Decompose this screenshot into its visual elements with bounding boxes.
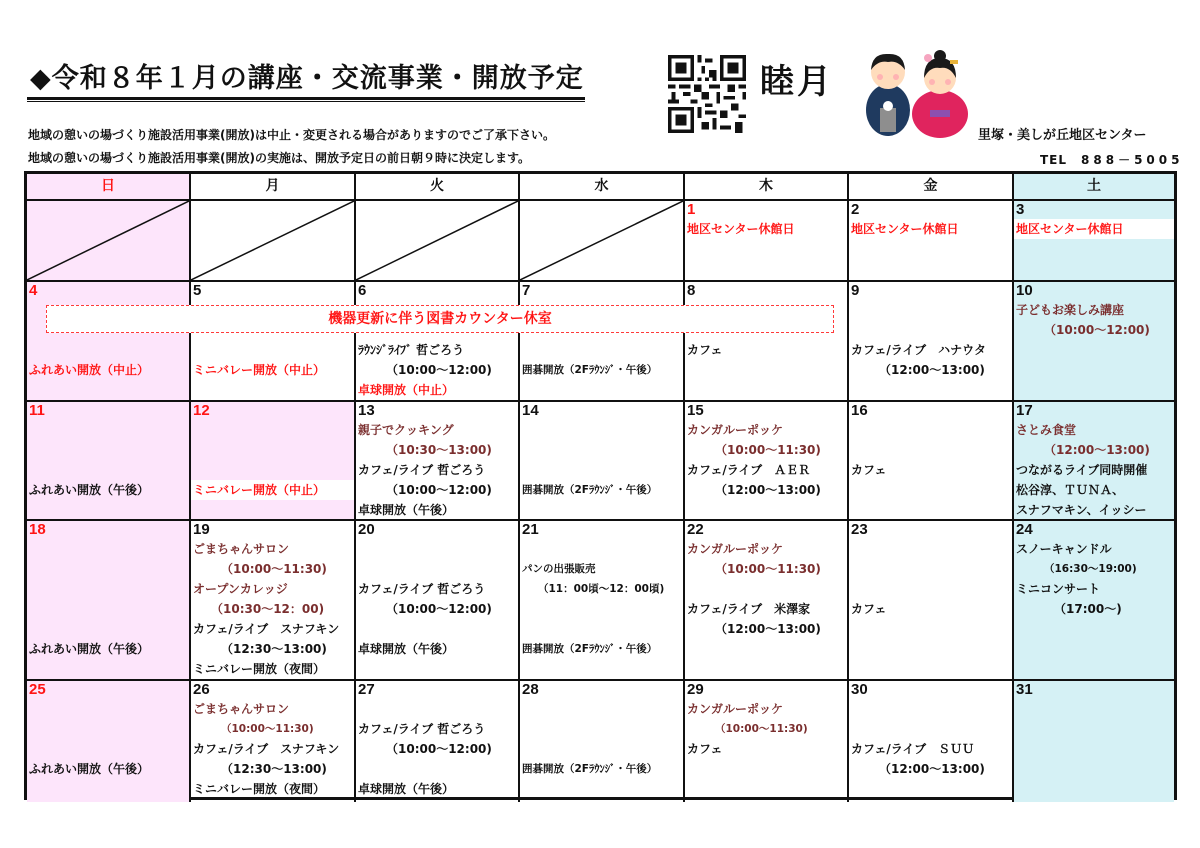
event-time: （10:30～13:00)	[386, 443, 492, 457]
event-time: （10:00～11:30)	[221, 723, 314, 735]
day-number: 18	[29, 521, 46, 538]
weekday-friday: 金	[849, 174, 1014, 201]
page-title: ◆令和８年１月の講座・交流事業・開放予定	[30, 63, 584, 94]
event-cafe: カフェ	[687, 343, 723, 357]
day-number: 2	[851, 201, 860, 218]
diagonal-slash-icon	[191, 201, 354, 280]
calendar-grid	[24, 171, 1177, 800]
event-cafe-live: カフェ/ライブ スナフキン	[193, 742, 340, 756]
event-minivolley: ミニバレー開放（中止）	[191, 480, 354, 500]
day-number: 30	[851, 681, 868, 698]
event-performers: スナフマキン、イッシー	[1016, 503, 1147, 517]
event-satomi-shokudo: さとみ食堂	[1016, 423, 1077, 437]
event-fureai: ふれあい開放（中止）	[29, 363, 150, 377]
title-underline-thin	[27, 101, 585, 102]
day-number: 16	[851, 402, 868, 419]
event-cafe-live: カフェ/ライブ ＳＵＵ	[851, 742, 975, 756]
day-cell-13	[356, 402, 520, 521]
day-cell-4	[27, 282, 191, 402]
day-cell-18	[27, 521, 191, 681]
weekday-sunday: 日	[27, 174, 191, 201]
day-number: 11	[29, 402, 45, 419]
event-go: 囲碁開放（2Fﾗｳﾝｼﾞ・午後）	[522, 643, 658, 655]
event-time: （12:00～13:00)	[715, 483, 821, 497]
event-cafe-live: カフェ/ライブ スナフキン	[193, 622, 340, 636]
empty-day-cell	[520, 201, 685, 282]
event-minivolley: ミニバレー開放（中止）	[193, 363, 326, 377]
weekday-wednesday: 水	[520, 174, 685, 201]
event-time: （10:00～12:00)	[1044, 323, 1150, 337]
event-time: （12:30～13:00)	[221, 642, 327, 656]
day-number: 22	[687, 521, 704, 538]
event-table-tennis: 卓球開放（午後）	[358, 642, 455, 656]
event-time: （12:00～13:00)	[1044, 443, 1150, 457]
event-cafe-live: カフェ/ライブ 哲ごろう	[358, 582, 486, 596]
day-cell-12	[191, 402, 356, 521]
event-time: （10:00～11:30)	[715, 723, 808, 735]
event-time: （12:00～13:00)	[715, 622, 821, 636]
day-cell-15	[685, 402, 849, 521]
day-cell-2	[849, 201, 1014, 282]
event-time: （10:30～12：00)	[211, 602, 325, 616]
weekday-tuesday: 火	[356, 174, 520, 201]
day-cell-25	[27, 681, 191, 802]
event-closed: 地区センター休館日	[1014, 219, 1174, 239]
event-time: （17:00～)	[1054, 602, 1122, 616]
day-number: 12	[193, 402, 210, 419]
event-cafe: カフェ	[851, 463, 887, 477]
kimono-couple-icon	[858, 48, 978, 140]
diagonal-slash-icon	[27, 201, 189, 280]
day-cell-14	[520, 402, 685, 521]
event-time: （10:00～11:30)	[221, 562, 327, 576]
weekday-saturday: 土	[1014, 174, 1174, 201]
day-number: 15	[687, 402, 704, 419]
event-fureai: ふれあい開放（午後）	[29, 642, 150, 656]
event-cafe-live: カフェ/ライブ ＡＥＲ	[687, 463, 811, 477]
day-cell-19	[191, 521, 356, 681]
day-number: 20	[358, 521, 375, 538]
event-table-tennis: 卓球開放（午後）	[358, 782, 455, 796]
event-closed: 地区センター休館日	[851, 222, 959, 236]
weekday-thursday: 木	[685, 174, 849, 201]
notice-cancellation: 地域の憩いの場づくり施設活用事業(開放)は中止・変更される場合がありますのでご了承下さい。	[28, 128, 555, 142]
event-time: （10:00～11:30)	[715, 443, 821, 457]
qr-code-icon[interactable]	[668, 55, 746, 133]
telephone	[1040, 151, 1183, 168]
day-number: 28	[522, 681, 539, 698]
day-number: 8	[687, 282, 696, 299]
event-cafe-live: カフェ/ライブ 米澤家	[687, 602, 811, 616]
event-kids-class: 子どもお楽しみ講座	[1016, 303, 1125, 317]
event-go: 囲碁開放（2Fﾗｳﾝｼﾞ・午後）	[522, 364, 658, 376]
event-kangaroo-pocket: カンガルーポッケ	[687, 423, 784, 437]
event-table-tennis: 卓球開放（中止）	[358, 383, 455, 397]
day-cell-28	[520, 681, 685, 802]
day-number: 4	[29, 282, 38, 299]
day-cell-16	[849, 402, 1014, 521]
day-cell-27	[356, 681, 520, 802]
day-number: 25	[29, 681, 46, 698]
event-time: （12:30～13:00)	[221, 762, 327, 776]
event-time: （12:00～13:00)	[879, 363, 985, 377]
day-cell-1	[685, 201, 849, 282]
day-number: 24	[1016, 521, 1033, 538]
day-number: 5	[193, 282, 202, 299]
event-time: （10:00～12:00)	[386, 483, 492, 497]
library-closure-banner: 機器更新に伴う図書カウンター休室	[46, 305, 834, 333]
day-cell-30	[849, 681, 1014, 802]
event-cafe-live: カフェ/ライブ 哲ごろう	[358, 722, 486, 736]
event-time: （11：00頃～12：00頃)	[538, 583, 665, 595]
day-cell-5	[191, 282, 356, 402]
day-number: 9	[851, 282, 860, 299]
diagonal-slash-icon	[520, 201, 683, 280]
day-cell-11	[27, 402, 191, 521]
day-number: 13	[358, 402, 375, 419]
event-open-college: オープンカレッジ	[193, 582, 288, 596]
day-number: 19	[193, 521, 210, 538]
event-time: （12:00～13:00)	[879, 762, 985, 776]
day-cell-22	[685, 521, 849, 681]
event-minivolley: ミニバレー開放（夜間）	[193, 662, 326, 676]
day-number: 7	[522, 282, 531, 299]
event-time: （16:30～19:00)	[1044, 563, 1137, 575]
empty-day-cell	[356, 201, 520, 282]
event-closed: 地区センター休館日	[687, 222, 795, 236]
day-number: 27	[358, 681, 375, 698]
day-cell-8	[685, 282, 849, 402]
event-cafe: カフェ	[687, 742, 723, 756]
day-cell-29	[685, 681, 849, 802]
event-time: （10:00～12:00)	[386, 742, 492, 756]
event-minivolley: ミニバレー開放（夜間）	[193, 782, 326, 796]
event-gomachan-salon: ごまちゃんサロン	[193, 702, 290, 716]
event-mini-concert: ミニコンサート	[1016, 582, 1101, 596]
day-number: 3	[1016, 201, 1025, 218]
event-cooking: 親子でクッキング	[358, 423, 454, 437]
event-time: （10:00～12:00)	[386, 363, 492, 377]
event-time: （10:00～11:30)	[715, 562, 821, 576]
event-fureai: ふれあい開放（午後）	[29, 762, 150, 776]
event-snow-candle: スノーキャンドル	[1016, 542, 1112, 556]
event-time: （10:00～12:00)	[386, 602, 492, 616]
day-cell-26	[191, 681, 356, 802]
event-gomachan-salon: ごまちゃんサロン	[193, 542, 290, 556]
event-performers: 松谷淳、ＴＵＮＡ、	[1016, 483, 1125, 497]
day-number: 1	[687, 201, 696, 218]
notice-decision-time: 地域の憩いの場づくり施設活用事業(開放)の実施は、開放予定日の前日朝９時に決定します。	[28, 151, 531, 165]
day-number: 26	[193, 681, 210, 698]
day-cell-24	[1014, 521, 1174, 681]
day-cell-31	[1014, 681, 1174, 802]
title-underline	[27, 97, 585, 100]
day-number: 10	[1016, 282, 1033, 299]
day-number: 23	[851, 521, 868, 538]
event-kangaroo-pocket: カンガルーポッケ	[687, 542, 784, 556]
day-number: 21	[522, 521, 539, 538]
day-cell-6	[356, 282, 520, 402]
event-table-tennis: 卓球開放（午後）	[358, 503, 455, 517]
day-cell-21	[520, 521, 685, 681]
diagonal-slash-icon	[356, 201, 518, 280]
day-cell-9	[849, 282, 1014, 402]
event-cafe-live: カフェ/ライブ 哲ごろう	[358, 463, 486, 477]
event-cafe-live: カフェ/ライブ ハナウタ	[851, 343, 986, 357]
empty-day-cell	[27, 201, 191, 282]
day-cell-3	[1014, 201, 1174, 282]
event-lounge-live: ﾗｳﾝｼﾞﾗｲﾌﾞ 哲ごろう	[358, 343, 465, 357]
day-cell-7	[520, 282, 685, 402]
day-cell-10	[1014, 282, 1174, 402]
event-live: つながるライブ同時開催	[1016, 463, 1148, 477]
center-name: 里塚・美しが丘地区センター	[978, 128, 1147, 143]
day-number: 17	[1016, 402, 1033, 419]
day-number: 31	[1016, 681, 1033, 698]
month-name: 睦月	[760, 62, 834, 102]
event-go: 囲碁開放（2Fﾗｳﾝｼﾞ・午後）	[522, 763, 658, 775]
event-go: 囲碁開放（2Fﾗｳﾝｼﾞ・午後）	[522, 484, 658, 496]
weekday-monday: 月	[191, 174, 356, 201]
event-cafe: カフェ	[851, 602, 887, 616]
event-kangaroo-pocket: カンガルーポッケ	[687, 702, 784, 716]
empty-day-cell	[191, 201, 356, 282]
day-number: 29	[687, 681, 704, 698]
day-cell-17	[1014, 402, 1174, 521]
event-bread-sale: パンの出張販売	[522, 563, 596, 575]
event-fureai: ふれあい開放（午後）	[29, 483, 150, 497]
tel-label: TEL	[1040, 153, 1068, 167]
day-number: 14	[522, 402, 539, 419]
tel-number: 888－5005	[1081, 153, 1184, 167]
day-cell-20	[356, 521, 520, 681]
day-cell-23	[849, 521, 1014, 681]
day-number: 6	[358, 282, 367, 299]
